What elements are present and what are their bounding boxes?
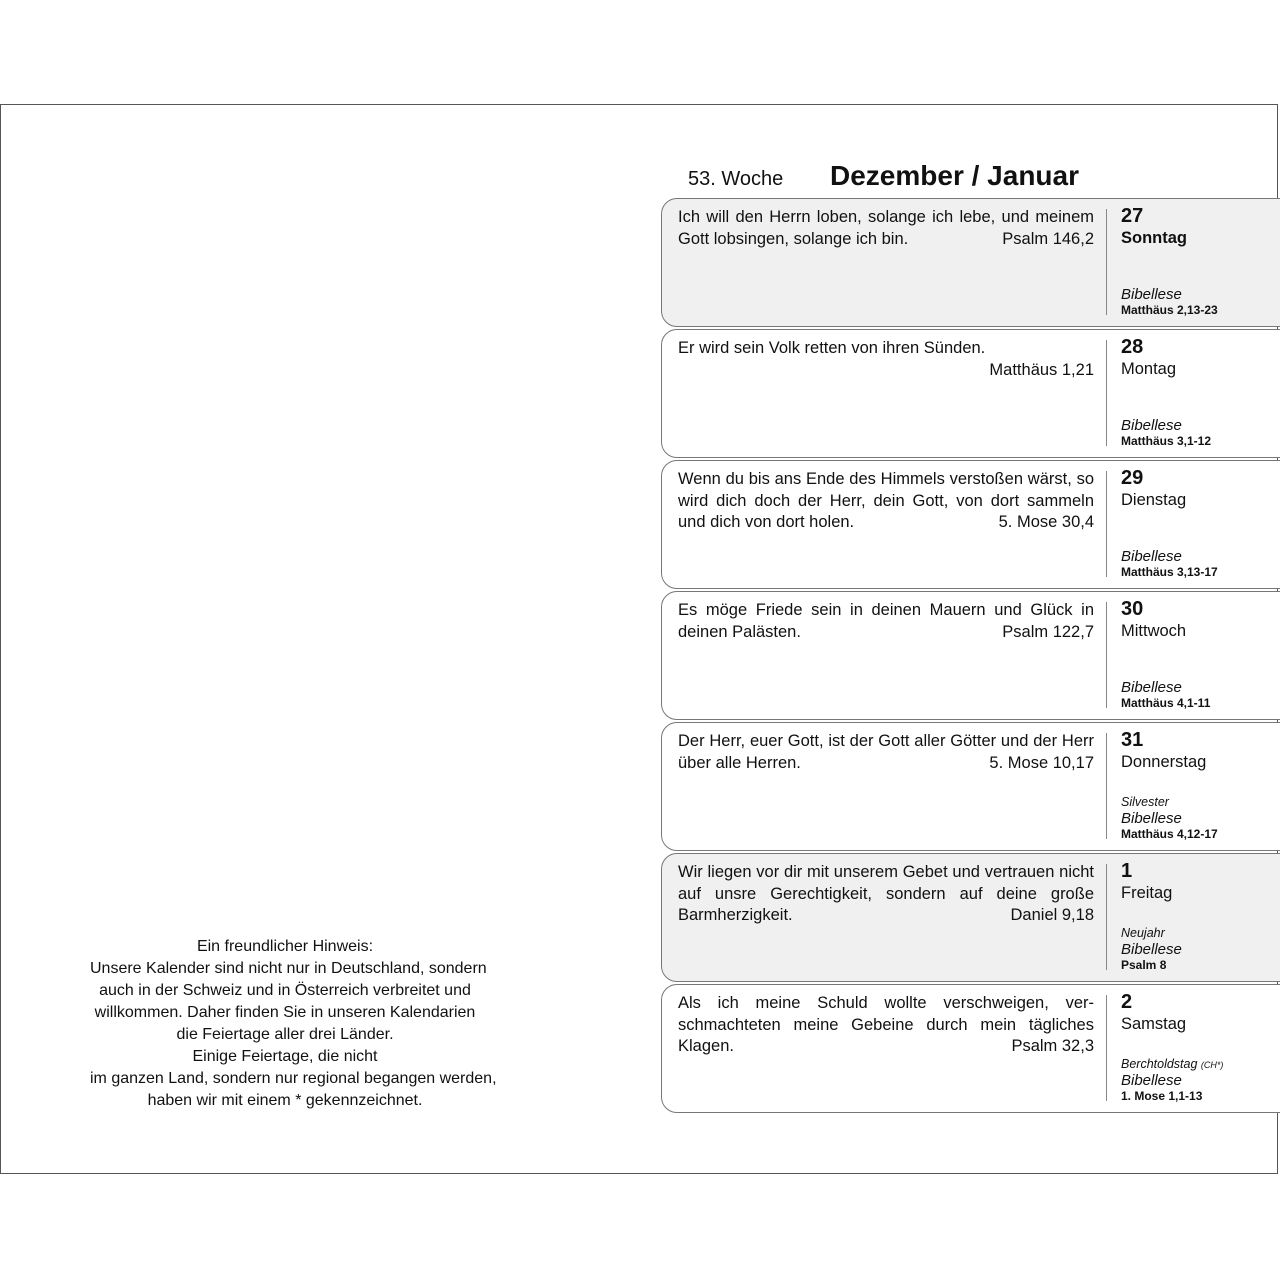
day-verse: [678, 731, 1094, 774]
divider: [1106, 209, 1107, 315]
notice-line: willkommen. Daher finden Sie in unseren Kalendarien: [94, 1004, 476, 1021]
day-number: 31: [1121, 729, 1144, 751]
day-number: 27: [1121, 205, 1144, 227]
divider: [1106, 995, 1107, 1101]
bible-reading-label: Bibellese: [1121, 286, 1182, 303]
verse-text: Wir liegen vor dir mit unserem Gebet und vertrauen nicht auf unsre Gerechtigkeit, sondern auf deine große Barmherzigkeit.: [678, 863, 1094, 924]
holiday-label: [1121, 926, 1165, 940]
bible-reading-reference: Matthäus 3,1-12: [1121, 434, 1212, 448]
week-number: 53. Woche: [688, 168, 784, 190]
day-entry: [661, 460, 1280, 589]
bible-reading-label: Bibellese: [1121, 941, 1182, 958]
day-verse: [678, 338, 1094, 381]
bible-reading-label: Bibellese: [1121, 1072, 1182, 1089]
day-entry: [661, 591, 1280, 720]
notice-line: haben wir mit einem * gekennzeichnet.: [147, 1092, 423, 1109]
verse-reference: Daniel 9,18: [1010, 906, 1094, 924]
bible-reading-reference: Matthäus 2,13-23: [1121, 303, 1218, 317]
verse-reference: Psalm 122,7: [1002, 622, 1094, 641]
verse-text: Es möge Friede sein in deinen Mauern und Glück in deinen Palästen.: [678, 601, 1094, 641]
verse-reference: Matthäus 1,21: [989, 360, 1094, 379]
holiday-region: (CH*): [1200, 1060, 1224, 1070]
notice-line: Einige Feiertage, die nicht: [192, 1048, 378, 1065]
bible-reading-reference: Matthäus 4,1-11: [1121, 696, 1211, 710]
holiday-label: [1121, 795, 1169, 809]
day-entry: [661, 984, 1280, 1113]
weekday-label: Samstag: [1121, 1015, 1187, 1033]
verse-reference: Psalm 32,3: [1011, 1037, 1094, 1055]
day-entry: [661, 198, 1280, 327]
verse-reference: 5. Mose 30,4: [998, 513, 1094, 531]
day-entry: [661, 722, 1280, 851]
day-number: 30: [1121, 598, 1144, 620]
divider: [1106, 471, 1107, 577]
holiday-name: Neujahr: [1121, 926, 1165, 940]
divider: [1106, 733, 1107, 839]
bible-reading-label: Bibellese: [1121, 810, 1182, 827]
verse-text: Als ich meine Schuld wollte verschweigen, verschmachteten meine Gebeine durch mein tägliches Klagen.: [678, 994, 1094, 1055]
day-verse: [678, 469, 1094, 534]
divider: [1106, 340, 1107, 446]
divider: [1106, 864, 1107, 970]
day-number: 29: [1121, 467, 1144, 489]
verse-text: Er wird sein Volk retten von ihren Sünden.: [678, 339, 986, 357]
day-number: 1: [1121, 860, 1133, 882]
weekday-label: Mittwoch: [1121, 622, 1187, 640]
day-entry: [661, 329, 1280, 458]
weekday-label: Donnerstag: [1121, 753, 1207, 771]
holiday-notice: [90, 936, 497, 1112]
notice-line: Unsere Kalender sind nicht nur in Deutschland, sondern: [90, 960, 487, 977]
bible-reading-reference: Matthäus 4,12-17: [1121, 827, 1218, 841]
weekday-label: Freitag: [1121, 884, 1173, 902]
weekday-label: Montag: [1121, 360, 1177, 378]
divider: [1106, 602, 1107, 708]
day-verse: [678, 600, 1094, 643]
day-verse: [678, 862, 1094, 927]
bible-reading-reference: Matthäus 3,13-17: [1121, 565, 1218, 579]
verse-text: Wenn du bis ans Ende des Himmels verstoßen wärst, so wird dich doch der Herr, dein Gott, von dort sammeln und dich von dort holen.: [678, 470, 1094, 531]
day-verse: [678, 207, 1094, 250]
verse-text: Der Herr, euer Gott, ist der Gott aller Götter und der Herr über alle Herren.: [678, 732, 1094, 772]
weekday-label: Sonntag: [1121, 229, 1187, 247]
bible-reading-label: Bibellese: [1121, 417, 1182, 434]
verse-reference: Psalm 146,2: [1002, 229, 1094, 248]
day-entry: [661, 853, 1280, 982]
bible-reading-label: Bibellese: [1121, 548, 1182, 565]
weekday-label: Dienstag: [1121, 491, 1187, 509]
day-number: 28: [1121, 336, 1144, 358]
bible-reading-reference: Psalm 8: [1121, 958, 1167, 972]
holiday-name: Silvester: [1121, 795, 1169, 809]
holiday-name: Berchtoldstag: [1121, 1057, 1198, 1071]
notice-line: auch in der Schweiz und in Österreich verbreitet und: [99, 982, 471, 999]
day-number: 2: [1121, 991, 1133, 1013]
verse-reference: 5. Mose 10,17: [989, 753, 1094, 772]
notice-line: Ein freundlicher Hinweis:: [196, 938, 374, 955]
day-verse: [678, 993, 1094, 1058]
bible-reading-reference: 1. Mose 1,1-13: [1121, 1089, 1203, 1103]
month-title: Dezember / Januar: [830, 160, 1079, 191]
notice-line: die Feiertage aller drei Länder.: [176, 1026, 394, 1043]
verse-text: Ich will den Herrn loben, solange ich lebe, und meinem Gott lobsingen, solange ich bin.: [678, 208, 1094, 248]
holiday-label: [1121, 1057, 1223, 1071]
notice-line: im ganzen Land, sondern nur regional begangen werden,: [90, 1070, 497, 1087]
bible-reading-label: Bibellese: [1121, 679, 1182, 696]
